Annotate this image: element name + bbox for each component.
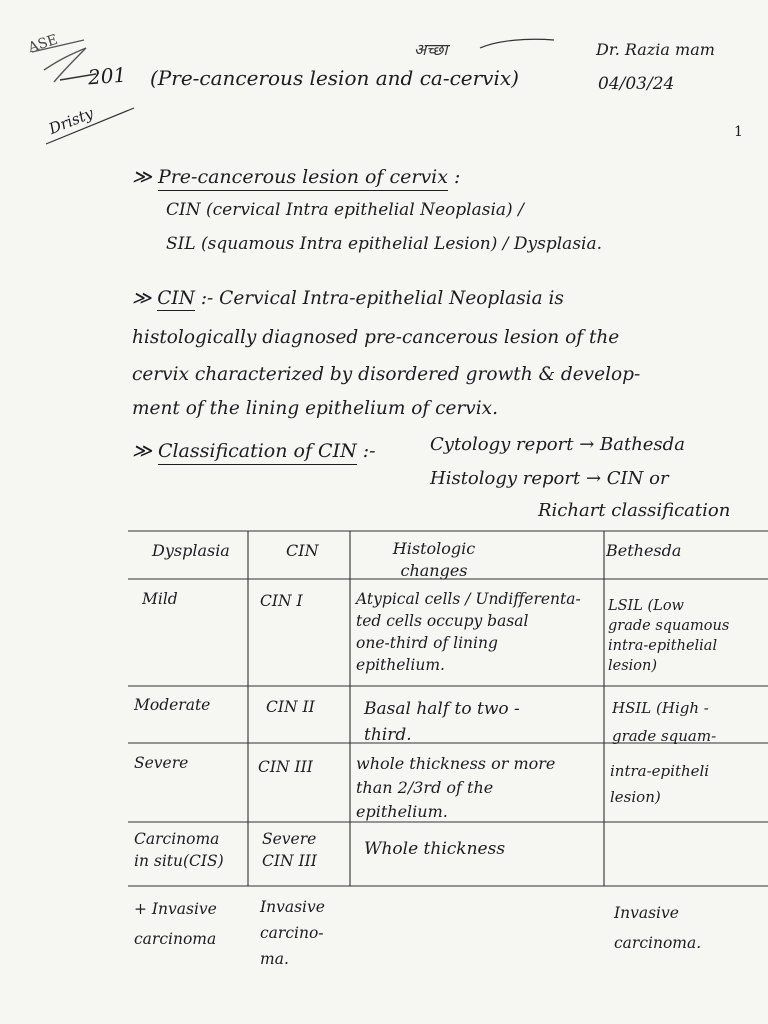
- row-mild-dysplasia: Mild: [142, 590, 178, 608]
- heading-colon: :-: [362, 440, 376, 462]
- cin-paragraph-line-2: histologically diagnosed pre-cancerous lesion of the: [132, 327, 620, 348]
- richart-classification-note: Richart classification: [538, 500, 731, 521]
- row-invasive-dysplasia: [134, 894, 217, 954]
- table-header-histologic-changes: Histologic changes: [392, 539, 476, 580]
- bethesda-line: intra-epitheli: [610, 762, 710, 780]
- author-name: Dr. Razia mam: [596, 40, 715, 59]
- row-severe-histo: [356, 752, 555, 824]
- cin-line: Severe: [262, 830, 317, 848]
- row-moderate-bethesda: [612, 694, 768, 750]
- bethesda-line: lesion): [610, 788, 661, 806]
- cin-line: CIN III: [262, 852, 317, 870]
- row-invasive-bethesda: [614, 898, 701, 958]
- histo-line: third.: [364, 725, 412, 745]
- bullet-mark: ≫: [132, 440, 152, 462]
- bethesda-line: grade squamous: [608, 618, 730, 634]
- table-header-bethesda: Bethesda: [606, 541, 682, 560]
- cin-line1-rest: :- Cervical Intra-epithelial Neoplasia is: [200, 288, 564, 309]
- row-moderate-dysplasia: Moderate: [134, 696, 211, 714]
- table-header-cin: CIN: [286, 541, 319, 560]
- page-title: (Pre-cancerous lesion and ca-cervix): [150, 66, 519, 90]
- cin-line: Invasive: [260, 898, 325, 916]
- bullet-mark: ≫: [132, 166, 152, 188]
- page-number: 1: [734, 124, 743, 140]
- lecture-number: 201: [87, 62, 127, 90]
- bethesda-line: lesion): [608, 658, 658, 674]
- histo-line: Basal half to two -: [364, 699, 520, 719]
- cin-paragraph-line-3: cervix characterized by disordered growth & develop-: [132, 364, 641, 385]
- bethesda-line: LSIL (Low: [608, 598, 684, 614]
- histo-line: ted cells occupy basal: [356, 612, 529, 630]
- row-moderate-histo: [364, 696, 520, 748]
- dysplasia-line: + Invasive: [134, 900, 217, 918]
- row-severe-bethesda: [610, 758, 768, 810]
- row-mild-cin: CIN I: [260, 592, 303, 610]
- bethesda-line: intra-epithelial: [608, 638, 718, 654]
- bullet-mark: ≫: [132, 288, 152, 309]
- row-severe-dysplasia: Severe: [134, 754, 189, 772]
- histo-line: epithelium.: [356, 802, 448, 821]
- cin-definition-line: CIN (cervical Intra epithelial Neoplasia) /: [166, 200, 524, 220]
- cin-line: ma.: [260, 950, 289, 968]
- histo-line: Atypical cells / Undifferenta-: [356, 590, 581, 608]
- dysplasia-line: carcinoma: [134, 930, 217, 948]
- histo-line: whole thickness or more: [356, 754, 556, 773]
- date: 04/03/24: [598, 74, 675, 94]
- row-cis-dysplasia: [134, 828, 224, 872]
- row-severe-cin: CIN III: [258, 758, 313, 776]
- row-cis-cin: [262, 828, 317, 872]
- corner-mark: ASE: [26, 31, 60, 57]
- bethesda-line: carcinoma.: [614, 934, 702, 952]
- bethesda-line: HSIL (High -: [612, 699, 709, 717]
- top-signature: अच्छा: [414, 40, 448, 59]
- heading-colon: :: [454, 166, 461, 188]
- histo-line: one-third of lining: [356, 634, 498, 652]
- cin-paragraph-line-4: ment of the lining epithelium of cervix.: [132, 398, 498, 419]
- table-header-dysplasia: Dysplasia: [152, 541, 230, 560]
- bethesda-line: grade squam-: [612, 727, 717, 745]
- cin-line: carcino-: [260, 924, 324, 942]
- row-invasive-cin: [260, 894, 325, 972]
- bethesda-line: Invasive: [614, 904, 679, 922]
- heading-text: Pre-cancerous lesion of cervix: [158, 166, 448, 191]
- heading-text: Classification of CIN: [158, 440, 357, 465]
- row-mild-bethesda: [608, 596, 766, 676]
- row-mild-histo: [356, 588, 581, 676]
- dysplasia-line: Carcinoma: [134, 830, 220, 848]
- row-cis-histo: Whole thickness: [364, 839, 506, 859]
- student-signature: Dristy: [46, 104, 96, 138]
- sil-definition-line: SIL (squamous Intra epithelial Lesion) / Dysplasia.: [166, 234, 603, 254]
- row-moderate-cin: CIN II: [266, 698, 315, 716]
- cytology-report-note: Cytology report → Bathesda: [430, 434, 685, 455]
- histo-line: epithelium.: [356, 656, 445, 674]
- cin-term: CIN: [157, 288, 195, 309]
- histo-line: than 2/3rd of the: [356, 778, 494, 797]
- dysplasia-line: in situ(CIS): [134, 852, 224, 870]
- histology-report-note: Histology report → CIN or: [430, 468, 669, 489]
